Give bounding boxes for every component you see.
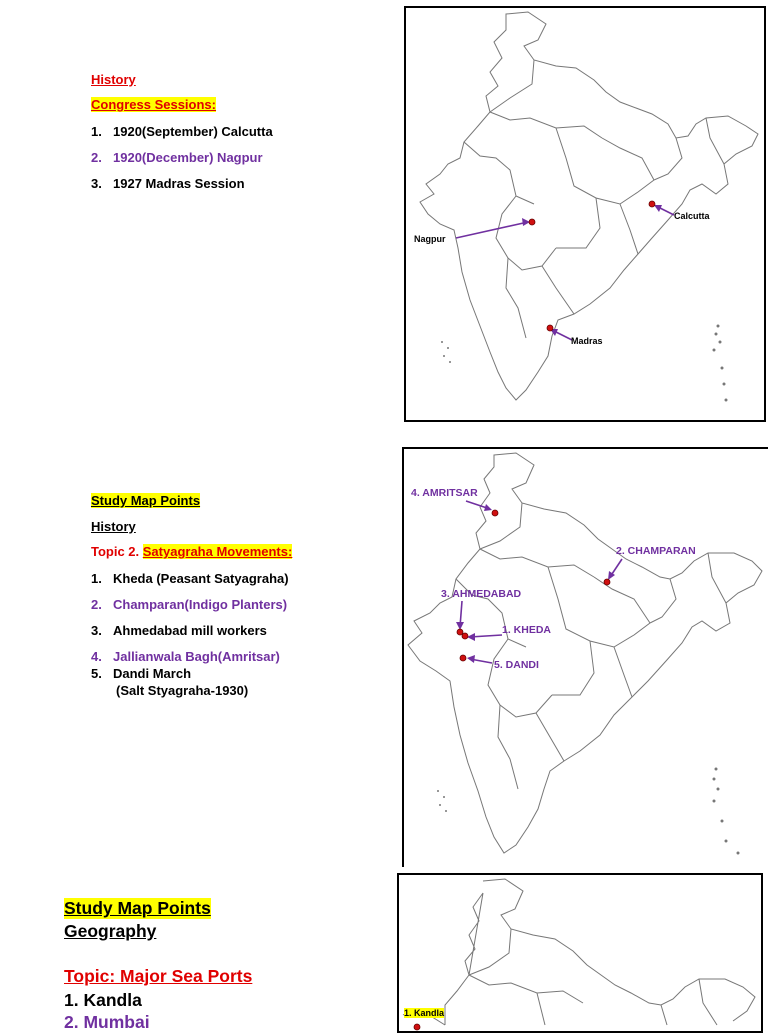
list-text: Kandla bbox=[83, 990, 142, 1010]
study-map-points-heading-2: Study Map Points bbox=[91, 493, 201, 508]
list-number: 1. bbox=[91, 571, 102, 586]
list-number: 3. bbox=[91, 623, 102, 638]
state-line bbox=[556, 198, 600, 248]
list-text: Mumbai bbox=[83, 1012, 150, 1032]
topic-prefix: Topic 2. bbox=[91, 544, 143, 559]
list-number: 3. bbox=[91, 176, 102, 191]
topic-name: Satyagraha Movements: bbox=[142, 544, 293, 559]
state-line bbox=[594, 577, 650, 623]
list-item bbox=[91, 623, 267, 638]
calcutta-marker bbox=[649, 201, 655, 207]
state-line bbox=[620, 204, 638, 254]
state-line bbox=[706, 118, 724, 164]
arrow-heads bbox=[522, 205, 662, 336]
nagpur-label: Nagpur bbox=[414, 234, 446, 244]
amritsar-label: 4. AMRITSAR bbox=[411, 487, 478, 499]
india-map-congress-sessions bbox=[404, 6, 766, 422]
state-line bbox=[490, 60, 534, 112]
list-item bbox=[91, 666, 191, 681]
state-line bbox=[445, 975, 469, 1025]
pointer-arrows bbox=[456, 206, 674, 340]
list-number: 1. bbox=[64, 990, 79, 1010]
india-map-sea-ports bbox=[397, 873, 763, 1033]
list-number: 2. bbox=[91, 597, 102, 612]
state-line bbox=[650, 579, 676, 623]
ahmedabad-marker bbox=[457, 629, 463, 635]
state-line bbox=[536, 713, 564, 761]
india-outline-map bbox=[399, 875, 761, 1033]
list-item bbox=[91, 150, 263, 165]
madras-marker bbox=[547, 325, 553, 331]
state-line bbox=[498, 705, 518, 789]
list-item bbox=[64, 1012, 150, 1033]
ahmedabad-label: 3. AHMEDABAD bbox=[441, 588, 522, 600]
india-map-satyagraha bbox=[402, 447, 768, 867]
state-line bbox=[614, 647, 632, 697]
state-line bbox=[542, 266, 574, 314]
list-number: 4. bbox=[91, 649, 102, 664]
list-item bbox=[91, 649, 280, 664]
india-border bbox=[403, 879, 755, 1025]
list-number: 2. bbox=[64, 1012, 79, 1032]
list-item bbox=[64, 990, 142, 1011]
madras-label: Madras bbox=[571, 336, 603, 346]
list-text: Jallianwala Bagh(Amritsar) bbox=[113, 649, 280, 664]
state-line bbox=[548, 567, 650, 647]
list-text: 1927 Madras Session bbox=[113, 176, 245, 191]
state-line bbox=[537, 993, 545, 1025]
amritsar-marker bbox=[492, 510, 498, 516]
kandla-label: 1. Kandla bbox=[404, 1008, 445, 1018]
dandi-marker bbox=[460, 655, 466, 661]
state-line bbox=[661, 1005, 667, 1025]
champaran-label: 2. CHAMPARAN bbox=[616, 545, 696, 557]
congress-sessions-title: Congress Sessions: bbox=[91, 97, 216, 112]
kandla-marker bbox=[414, 1024, 420, 1030]
state-line bbox=[464, 142, 534, 204]
pointer-arrows bbox=[460, 501, 622, 663]
india-outline-map bbox=[406, 8, 764, 420]
state-line bbox=[469, 975, 583, 1003]
state-line bbox=[488, 639, 552, 717]
list-item bbox=[91, 124, 273, 139]
kheda-marker bbox=[462, 633, 468, 639]
list-item bbox=[91, 597, 287, 612]
state-line bbox=[602, 138, 654, 180]
state-line bbox=[496, 196, 556, 270]
list-item-subtext: (Salt Styagraha-1930) bbox=[116, 683, 249, 698]
champaran-marker bbox=[604, 579, 610, 585]
state-line bbox=[699, 979, 717, 1025]
list-item bbox=[91, 176, 245, 191]
state-line bbox=[490, 112, 602, 138]
nagpur-marker bbox=[529, 219, 535, 225]
list-number: 1. bbox=[91, 124, 102, 139]
dandi-label: 5. DANDI bbox=[494, 659, 539, 671]
list-item bbox=[91, 571, 289, 586]
calcutta-label: Calcutta bbox=[674, 211, 710, 221]
history-label-2: History bbox=[91, 519, 136, 534]
list-text: 1920(December) Nagpur bbox=[113, 150, 263, 165]
list-text: Champaran(Indigo Planters) bbox=[113, 597, 288, 612]
study-map-points-heading-3: Study Map Points bbox=[64, 898, 211, 918]
islands bbox=[437, 768, 740, 855]
state-line bbox=[708, 553, 726, 603]
sea-ports-topic-title: Topic: Major Sea Ports bbox=[64, 966, 253, 986]
india-outline-map bbox=[404, 449, 768, 867]
state-line bbox=[552, 641, 594, 695]
list-number: 5. bbox=[91, 666, 102, 681]
state-line bbox=[654, 138, 682, 180]
state-line bbox=[480, 549, 594, 577]
list-text: Dandi March bbox=[113, 666, 192, 681]
satyagraha-topic-title bbox=[91, 544, 292, 559]
list-number: 2. bbox=[91, 150, 102, 165]
list-text: Ahmedabad mill workers bbox=[113, 623, 267, 638]
history-label-1: History bbox=[91, 72, 136, 87]
kheda-label: 1. KHEDA bbox=[502, 624, 552, 636]
india-border bbox=[408, 453, 762, 853]
list-text: 1920(September) Calcutta bbox=[113, 124, 273, 139]
geography-label: Geography bbox=[64, 921, 157, 941]
list-text: Kheda (Peasant Satyagraha) bbox=[113, 571, 289, 586]
